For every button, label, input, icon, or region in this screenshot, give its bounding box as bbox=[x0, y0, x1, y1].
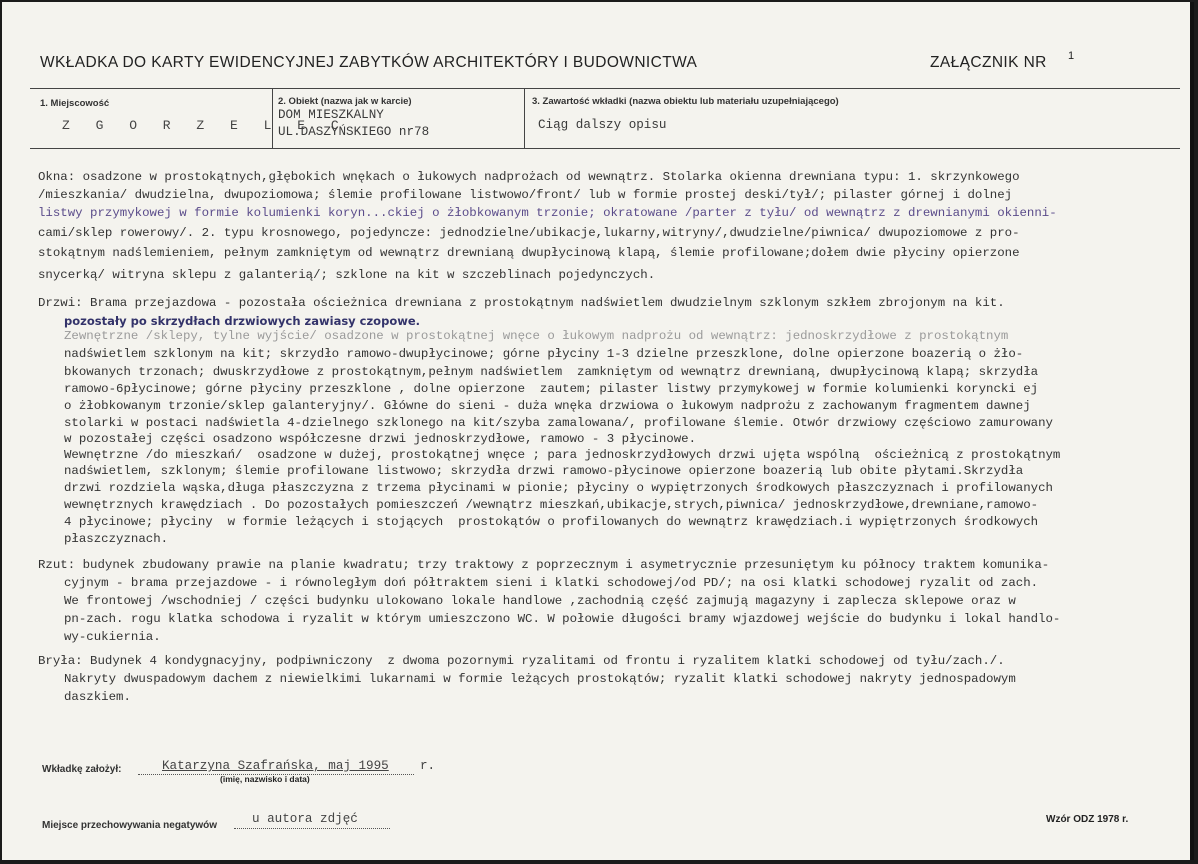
rzut-line-3: We frontowej /wschodniej / części budynku ulokowano lokale handlowe ,zachodnią część zajmują magazyny i zaplecza sklepowe oraz w bbox=[64, 594, 1016, 608]
okna-line-5: stokątnym nadślemieniem, pełnym zamkniętym od wewnątrz drewnianą dwupłycinową klapą, ślemie profilowane;dołem dwie płyciny opierzone bbox=[38, 246, 1020, 260]
drzwi-line-9: w pozostałej części osadzono współczesne drzwi jednoskrzydłowe, ramowo - 3 płycinowe. bbox=[64, 432, 697, 446]
drzwi-line-8: stolarki w postaci nadświetla 4-dzielnego szklonego na kit/szyba zamalowana/, profilowane ślemie. Otwór drzwiowy częściowo zamurowany bbox=[64, 416, 1053, 430]
drzwi-line-13: wewnętrznych krawędziach . Do pozostałych pomieszczeń /wewnątrz mieszkań,ubikacje,strych,piwnica/ jednoskrzydłowe,drewniane,ramowo- bbox=[64, 498, 1039, 512]
okna-line-1: Okna: osadzone w prostokątnych,głębokich wnękach o łukowych nadprożach od wewnątrz. Stolarka okienna drewniana typu: 1. skrzynkowego bbox=[38, 170, 1020, 184]
drzwi-line-10: Wewnętrzne /do mieszkań/ osadzone w dużej, prostokątnej wnęce ; para jednoskrzydłowych drzwi ujęta wspólną ościeżnicą z prostokątnym bbox=[64, 448, 1061, 462]
bryla-line-2: Nakryty dwuspadowym dachem z niewielkimi lukarnami w formie leżących prostokątów; ryzalit klatki schodowej nakryty jednospadowym bbox=[64, 672, 1016, 686]
content-label: 3. Zawartość wkładki (nazwa obiektu lub materiału uzupełniającego) bbox=[532, 96, 839, 107]
rzut-line-4: pn-zach. rogu klatka schodowa i ryzalit w którym umieszczono WC. W połowie długości bramy wjazdowej wejście do budynku i lokal handlo- bbox=[64, 612, 1061, 626]
author-value: Katarzyna Szafrańska, maj 1995 bbox=[162, 759, 389, 773]
form-code: Wzór ODZ 1978 r. bbox=[1046, 814, 1129, 825]
drzwi-line-12: drzwi rozdziela wąska,długa płaszczyzna z trzema płycinami w pionie; płyciny o wypiętrzonych środkowych płaszczyznach i profilowanych bbox=[64, 481, 1053, 495]
content-value: Ciąg dalszy opisu bbox=[538, 118, 667, 132]
inventory-card bbox=[2, 2, 1194, 860]
okna-line-2: /mieszkania/ dwudzielna, dwupoziomowa; ślemie profilowane listwowo/front/ lub w formie prostej deski/tył/; pilaster górnej i dolnej bbox=[38, 188, 1013, 202]
bryla-line-1: Bryła: Budynek 4 kondygnacyjny, podpiwniczony z dwoma pozornymi ryzalitami od frontu i ryzalitem klatki schodowej od tyłu/zach./. bbox=[38, 654, 1005, 668]
drzwi-line-1: Drzwi: Brama przejazdowa - pozostała ościeżnica drewniana z prostokątnym nadświetlem dwudzielnym szklonym szkłem zbrojonym na kit. bbox=[38, 296, 1005, 310]
drzwi-line-4: nadświetlem szklonym na kit; skrzydło ramowo-dwupłycinowe; górne płyciny 1-3 dzielne przeszklone, dolne opierzone boazerią o żło- bbox=[64, 347, 1024, 361]
okna-line-3: listwy przymykowej w formie kolumienki koryn...ckiej o żłobkowanym trzonie; okratowane /parter z tyłu/ od wewnątrz z drewnianymi okienni- bbox=[38, 206, 1057, 220]
drzwi-line-5: bkowanych trzonach; dwuskrzydłowe z prostokątnym,pełnym nadświetlem zamkniętym od wewnątrz drewnianą, dwupłycinową klapą; skrzydła bbox=[64, 365, 1039, 379]
drzwi-line-7: o żłobkowanym trzonie/sklep galanteryjny/. Główne do sieni - duża wnęka drzwiowa o łukowym nadprożu z zachowanym fragmentem dawnej bbox=[64, 399, 1031, 413]
okna-line-6: snycerką/ witryna sklepu z galanterią/; szklone na kit w szczeblinach pojedynczych. bbox=[38, 268, 656, 282]
locality-label: 1. Miejscowość bbox=[40, 98, 110, 109]
drzwi-line-11: nadświetlem, szklonym; ślemie profilowane listwowo; skrzydła drzwi ramowo-płycinowe opierzone boazerią lub obite płytami.Skrzydła bbox=[64, 464, 1024, 478]
annex-label: ZAŁĄCZNIK NR bbox=[930, 54, 1047, 71]
field-divider-2 bbox=[524, 88, 525, 148]
author-suffix: r. bbox=[420, 759, 436, 773]
drzwi-line-3: Zewnętrzne /sklepy, tylne wyjście/ osadzone w prostokątnej wnęce o łukowym nadprożu od wewnątrz: jednoskrzydłowe z prostokątnym bbox=[64, 329, 1009, 343]
bryla-line-3: daszkiem. bbox=[64, 690, 131, 704]
okna-line-4: cami/sklep rowerowy/. 2. typu krosnowego, pojedyncze: jednodzielne/ubikacje,lukarny,witryny/,dwudzielne/piwnica/ dwupoziomowe z pro- bbox=[38, 226, 1020, 240]
object-value-line-2: UL.DASZYŃSKIEGO nr78 bbox=[278, 125, 430, 139]
author-label: Wkładkę założył: bbox=[42, 764, 122, 775]
negatives-label: Miejsce przechowywania negatywów bbox=[42, 820, 218, 831]
header-top-rule bbox=[30, 88, 1180, 89]
rzut-line-5: wy-cukiernia. bbox=[64, 630, 161, 644]
rzut-line-2: cyjnym - brama przejazdowe - i równoległym doń półtraktem sieni i klatki schodowej/od PD/; na osi klatki schodowej ryzalit od zach. bbox=[64, 576, 1039, 590]
drzwi-line-6: ramowo-6płycinowe; górne płyciny przeszklone , dolne opierzone zautem; pilaster listwy przymykowej w formie kolumienki koryncki ej bbox=[64, 382, 1039, 396]
locality-value: Z G O R Z E L E C bbox=[62, 118, 348, 133]
drzwi-line-15: płaszczyznach. bbox=[64, 532, 169, 546]
annex-number: 1 bbox=[1068, 50, 1075, 62]
object-label: 2. Obiekt (nazwa jak w karcie) bbox=[278, 96, 412, 107]
negatives-value: u autora zdjęć bbox=[252, 812, 358, 826]
drzwi-line-2: pozostały po skrzydłach drzwiowych zawiasy czopowe. bbox=[64, 314, 421, 328]
drzwi-line-14: 4 płycinowe; płyciny w formie leżących i stojących prostokątów o profilowanych do wewnątrz krawędziach.i wypiętrzonych środkowych bbox=[64, 515, 1039, 529]
negatives-dotted-line bbox=[234, 828, 390, 829]
object-value-line-1: DOM MIESZKALNY bbox=[278, 108, 384, 122]
rzut-line-1: Rzut: budynek zbudowany prawie na planie kwadratu; trzy traktowy z poprzecznym i asymetrycznie przesuniętym ku północy traktem komunika- bbox=[38, 558, 1050, 572]
form-title: WKŁADKA DO KARTY EWIDENCYJNEJ ZABYTKÓW ARCHITEKTÓRY I BUDOWNICTWA bbox=[40, 54, 698, 71]
author-sublabel: (imię, nazwisko i data) bbox=[220, 774, 310, 784]
header-bottom-rule bbox=[30, 148, 1180, 149]
